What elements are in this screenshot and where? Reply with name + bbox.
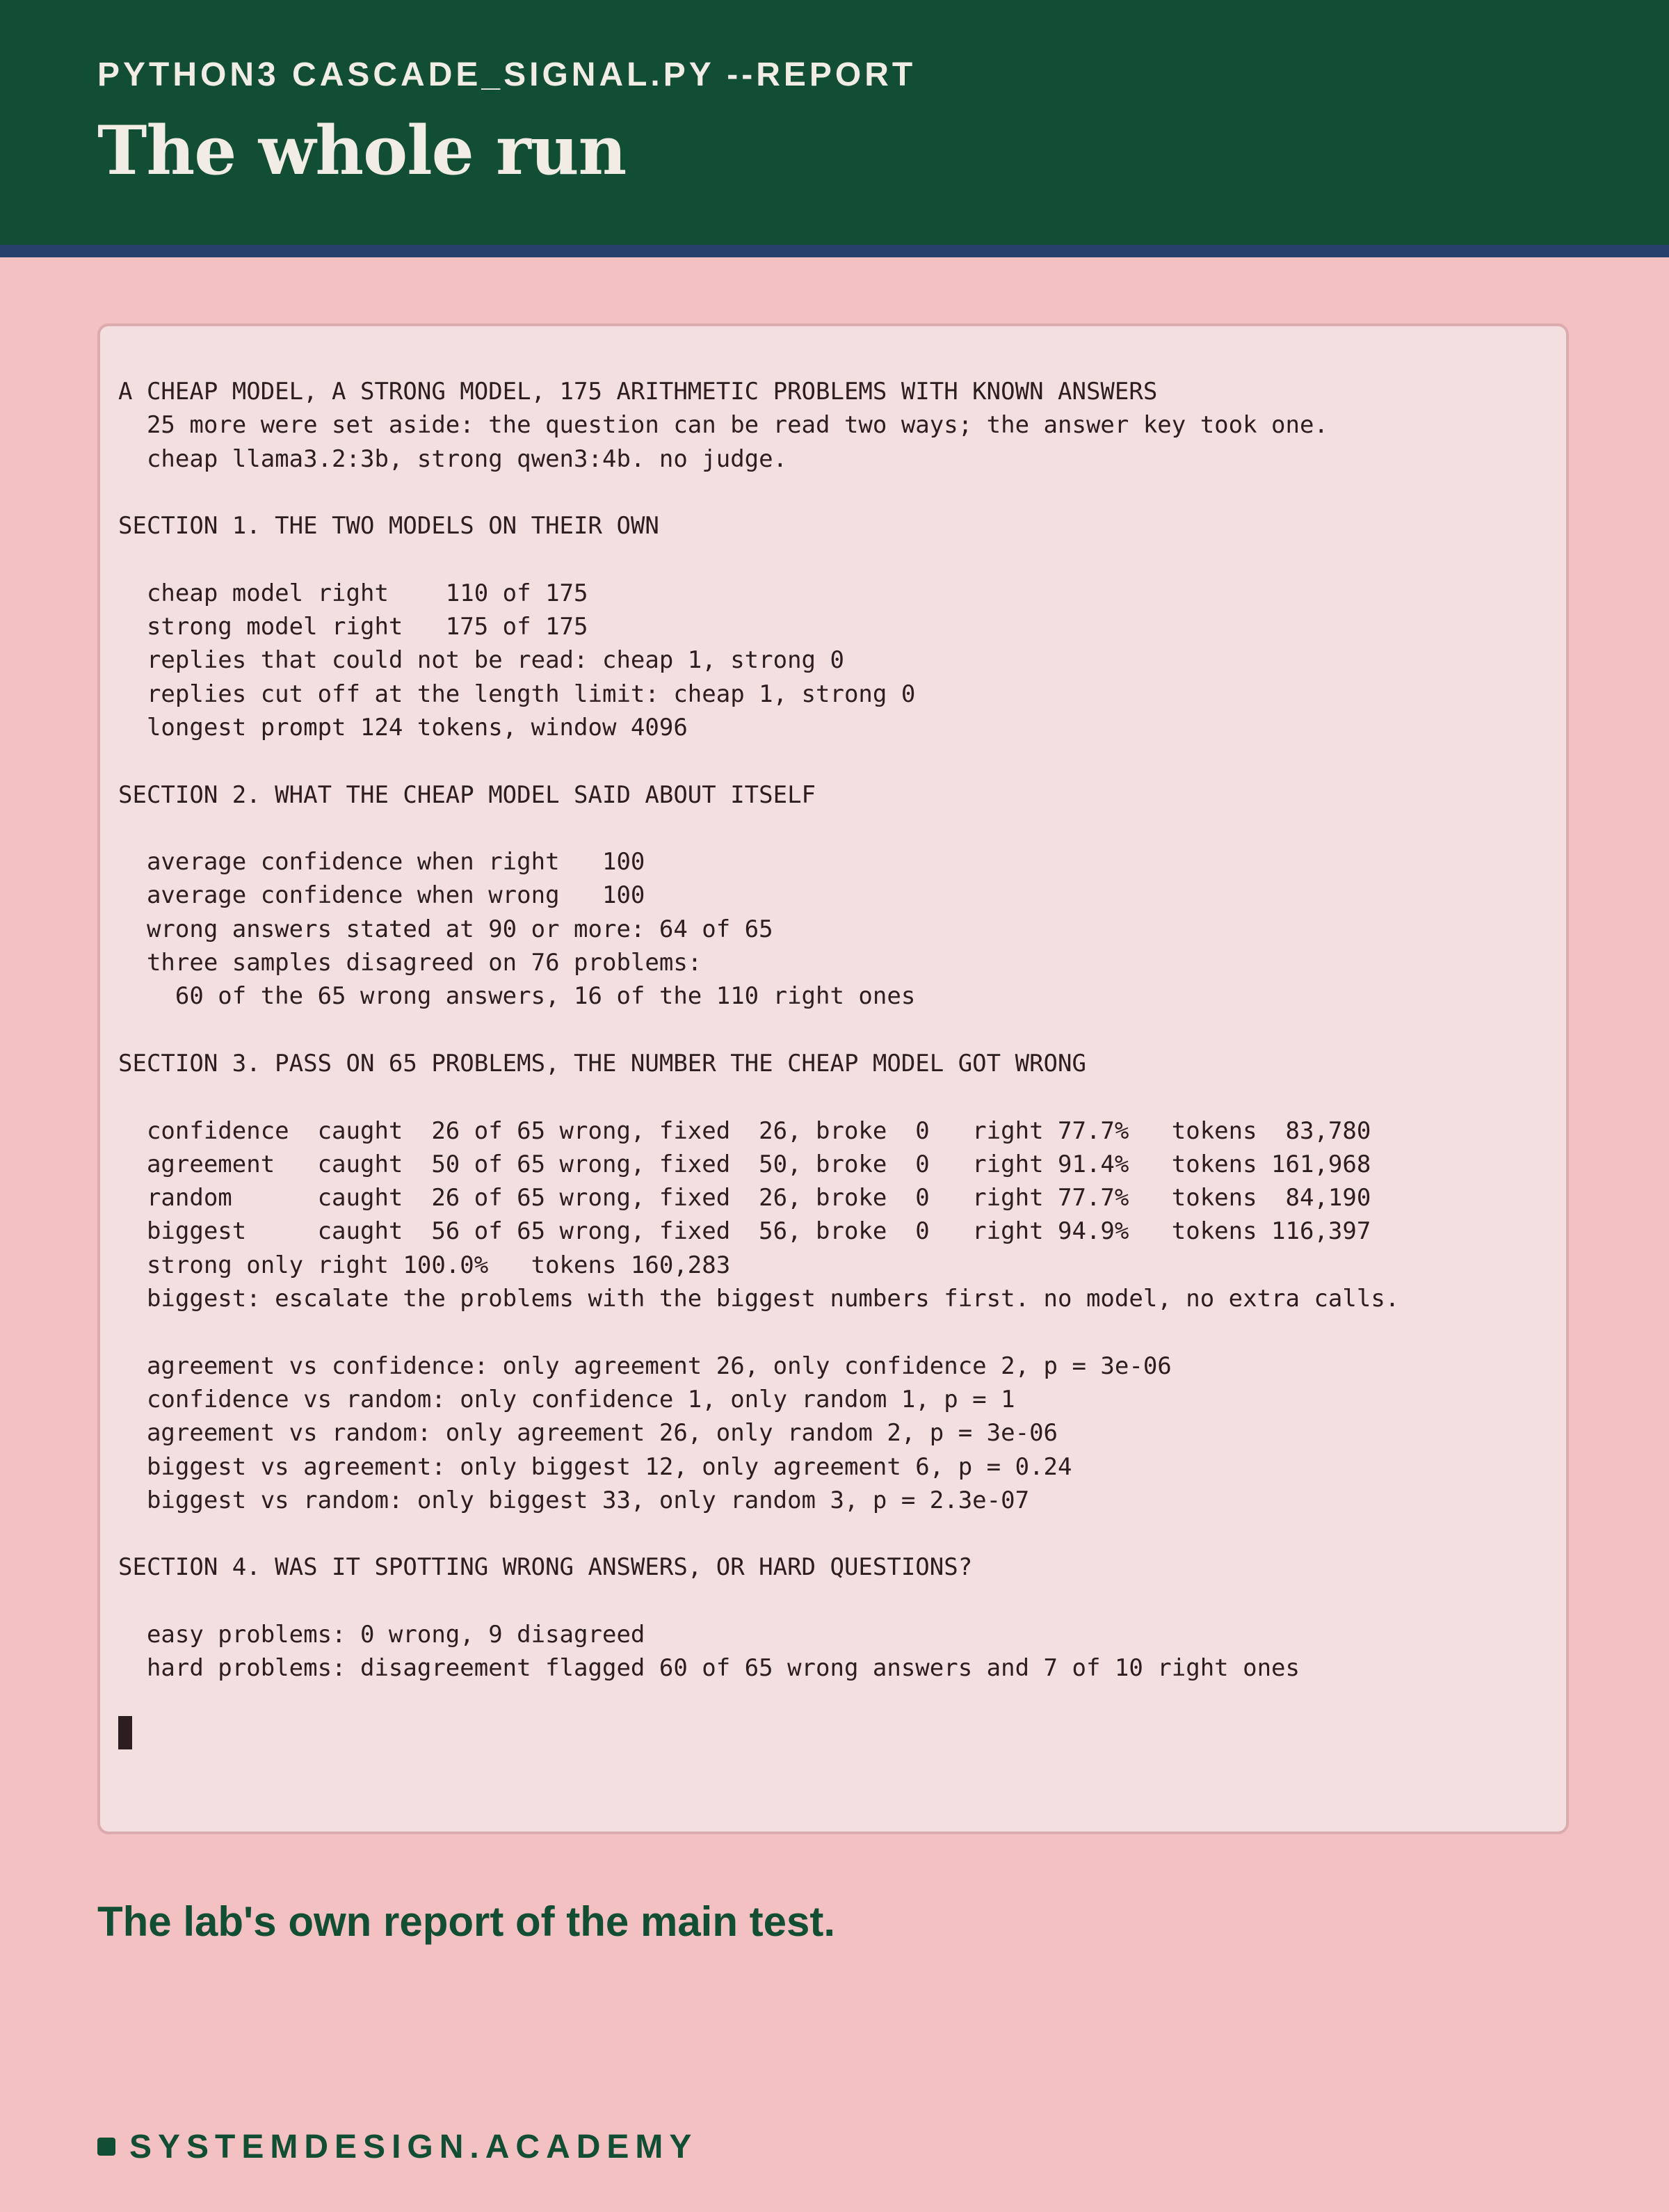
brand-square-icon	[97, 2138, 115, 2156]
terminal-line: cheap model right 110 of 175	[118, 579, 588, 607]
terminal-line: replies that could not be read: cheap 1, strong 0	[118, 646, 844, 675]
terminal-output	[118, 375, 1399, 1685]
terminal-line: cheap llama3.2:3b, strong qwen3:4b. no judge.	[118, 444, 788, 473]
terminal-line	[118, 1517, 1399, 1550]
terminal-line	[118, 1013, 1399, 1047]
terminal-line: agreement caught 50 of 65 wrong, fixed 50, broke 0 right 91.4% tokens 161,968	[118, 1150, 1371, 1178]
terminal-line: average confidence when right 100	[118, 848, 645, 876]
terminal-line: average confidence when wrong 100	[118, 881, 645, 910]
terminal-line: SECTION 1. THE TWO MODELS ON THEIR OWN	[118, 512, 659, 540]
terminal-line	[118, 744, 1399, 778]
terminal-window	[97, 323, 1569, 1834]
terminal-line: agreement vs confidence: only agreement 26, only confidence 2, p = 3e-06	[118, 1352, 1172, 1380]
terminal-line	[118, 812, 1399, 845]
terminal-line	[118, 543, 1399, 576]
terminal-line: SECTION 2. WHAT THE CHEAP MODEL SAID ABOUT ITSELF	[118, 780, 816, 809]
figure-caption: The lab's own report of the main test.	[97, 1898, 836, 1945]
terminal-line	[118, 1080, 1399, 1114]
terminal-line: SECTION 3. PASS ON 65 PROBLEMS, THE NUMBER THE CHEAP MODEL GOT WRONG	[118, 1049, 1086, 1077]
terminal-line: biggest caught 56 of 65 wrong, fixed 56, broke 0 right 94.9% tokens 116,397	[118, 1217, 1371, 1246]
terminal-line: biggest: escalate the problems with the biggest numbers first. no model, no extra calls.	[118, 1285, 1400, 1313]
terminal-line	[118, 1585, 1399, 1618]
terminal-line: hard problems: disagreement flagged 60 of 65 wrong answers and 7 of 10 right ones	[118, 1654, 1300, 1683]
terminal-line: 60 of the 65 wrong answers, 16 of the 110 right ones	[118, 982, 916, 1011]
header-divider	[0, 245, 1669, 257]
terminal-line: three samples disagreed on 76 problems:	[118, 949, 702, 977]
terminal-line	[118, 1315, 1399, 1349]
terminal-line: random caught 26 of 65 wrong, fixed 26, broke 0 right 77.7% tokens 84,190	[118, 1184, 1371, 1212]
terminal-cursor	[118, 1716, 132, 1749]
terminal-line: SECTION 4. WAS IT SPOTTING WRONG ANSWERS, OR HARD QUESTIONS?	[118, 1553, 973, 1582]
command-label: PYTHON3 CASCADE_SIGNAL.PY --REPORT	[97, 56, 917, 93]
terminal-line: easy problems: 0 wrong, 9 disagreed	[118, 1620, 645, 1649]
terminal-line: 25 more were set aside: the question can be read two ways; the answer key took one.	[118, 411, 1328, 440]
terminal-line: confidence vs random: only confidence 1, only random 1, p = 1	[118, 1385, 1015, 1413]
terminal-line: agreement vs random: only agreement 26, only random 2, p = 3e-06	[118, 1419, 1058, 1448]
terminal-line: wrong answers stated at 90 or more: 64 of 65	[118, 915, 773, 943]
page-title: The whole run	[97, 111, 627, 190]
brand-name: SYSTEMDESIGN.ACADEMY	[129, 2128, 698, 2165]
footer-brand	[97, 2127, 698, 2166]
terminal-line: biggest vs agreement: only biggest 12, only agreement 6, p = 0.24	[118, 1452, 1072, 1481]
terminal-line: strong model right 175 of 175	[118, 613, 588, 641]
terminal-line: longest prompt 124 tokens, window 4096	[118, 713, 688, 742]
header-banner	[0, 0, 1669, 245]
terminal-line: A CHEAP MODEL, A STRONG MODEL, 175 ARITHMETIC PROBLEMS WITH KNOWN ANSWERS	[118, 378, 1158, 406]
terminal-line: replies cut off at the length limit: cheap 1, strong 0	[118, 680, 916, 708]
terminal-line: strong only right 100.0% tokens 160,283	[118, 1251, 731, 1279]
terminal-line	[118, 476, 1399, 509]
terminal-line: confidence caught 26 of 65 wrong, fixed 26, broke 0 right 77.7% tokens 83,780	[118, 1116, 1371, 1145]
terminal-line: biggest vs random: only biggest 33, only random 3, p = 2.3e-07	[118, 1486, 1030, 1514]
